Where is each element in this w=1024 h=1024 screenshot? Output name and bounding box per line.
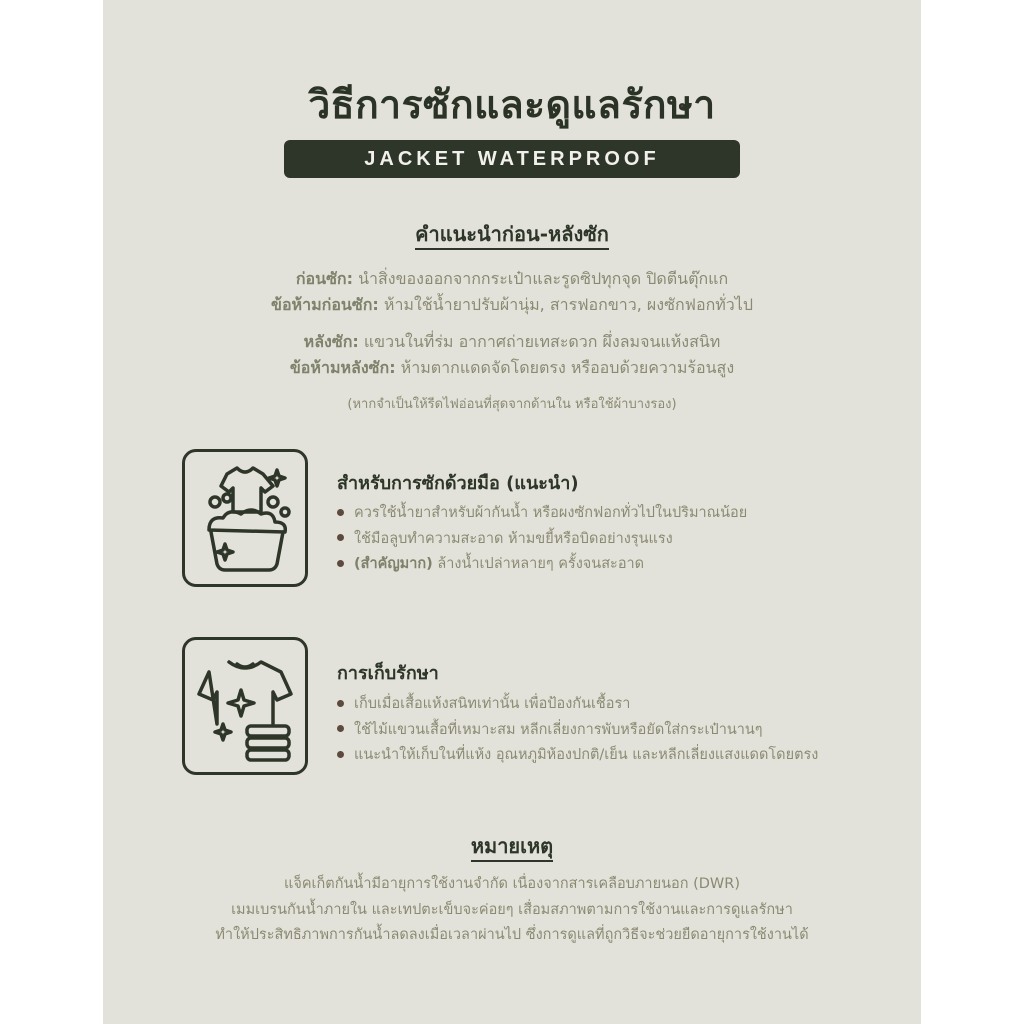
remark-line-2: เมมเบรนกันน้ำภายใน และเทปตะเข็บจะค่อยๆ เสื่อมสภาพตามการใช้งานและการดูแลรักษา — [231, 902, 793, 918]
storage-item-1: เก็บเมื่อเสื้อแห้งสนิทเท่านั้น เพื่อป้องกันเชื้อรา — [354, 696, 631, 712]
storage-icon-box — [182, 637, 308, 775]
after-wash-line — [103, 330, 921, 355]
bullet-dot — [337, 509, 344, 516]
after-wash-text: แขวนในที่ร่ม อากาศถ่ายเทสะดวก ผึ่งลมจนแห้งสนิท — [358, 332, 721, 351]
list-item — [337, 552, 747, 578]
bullet-dot — [337, 560, 344, 567]
remark-heading-text: หมายเหตุ — [471, 834, 553, 862]
remark-heading — [103, 830, 921, 862]
hand-wash-basin-icon — [185, 452, 305, 584]
before-wash-forbid-line — [103, 293, 921, 318]
after-wash-forbid-label: ข้อห้ามหลังซัก: — [289, 358, 396, 377]
before-wash-forbid-label: ข้อห้ามก่อนซัก: — [271, 295, 379, 314]
before-wash-forbid-text: ห้ามใช้น้ำยาปรับผ้านุ่ม, สารฟอกขาว, ผงซักฟอกทั่วไป — [378, 295, 753, 314]
list-item — [337, 743, 818, 769]
storage-item-2: ใช้ไม้แขวนเสื้อที่เหมาะสม หลีกเลี่ยงการพับหรือยัดใส่กระเป๋านานๆ — [354, 721, 763, 738]
advice-heading-text: คำแนะนำก่อน-หลังซัก — [415, 222, 609, 250]
after-wash-forbid-line — [103, 356, 921, 381]
list-item — [337, 501, 747, 527]
hand-wash-list — [337, 501, 747, 578]
list-item — [337, 527, 747, 553]
after-wash-label: หลังซัก: — [303, 332, 359, 351]
list-item — [337, 692, 818, 718]
remark-line-1: แจ็คเก็ตกันน้ำมีอายุการใช้งานจำกัด เนื่องจากสารเคลือบภายนอก (DWR) — [284, 876, 740, 892]
hand-wash-item-3-bold: (สำคัญมาก) — [354, 556, 433, 572]
before-wash-text: นำสิ่งของออกจากกระเป๋าและรูดซิปทุกจุด ปิดตีนตุ๊กแก — [353, 269, 729, 288]
storage-title: การเก็บรักษา — [337, 663, 439, 684]
storage-item-3: แนะนำให้เก็บในที่แห้ง อุณหภูมิห้องปกติ/เย็น และหลีกเลี่ยงแสงแดดโดยตรง — [354, 747, 819, 763]
bullet-dot — [337, 700, 344, 707]
hand-wash-item-2: ใช้มือลูบทำความสะอาด ห้ามขยี้หรือบิดอย่างรุนแรง — [354, 530, 673, 547]
iron-note: (หากจำเป็นให้รีดไฟอ่อนที่สุดจากด้านใน หรือใช้ผ้าบางรอง) — [347, 397, 677, 412]
before-wash-label: ก่อนซัก: — [295, 269, 354, 288]
bullet-dot — [337, 534, 344, 541]
care-guide-page — [103, 0, 921, 1024]
list-item — [337, 718, 818, 744]
bullet-dot — [337, 751, 344, 758]
hand-wash-icon-box — [182, 449, 308, 587]
bullet-dot — [337, 725, 344, 732]
hand-wash-item-1: ควรใช้น้ำยาสำหรับผ้ากันน้ำ หรือผงซักฟอกทั่วไปในปริมาณน้อย — [354, 505, 748, 521]
remark-line-3: ทำให้ประสิทธิภาพการกันน้ำลดลงเมื่อเวลาผ่านไป ซึ่งการดูแลที่ถูกวิธีจะช่วยยืดอายุการใช้งานได้ — [215, 927, 809, 943]
hand-wash-title: สำหรับการซักด้วยมือ (แนะนำ) — [337, 473, 579, 494]
folded-clothes-icon — [185, 640, 305, 772]
advice-heading — [103, 218, 921, 250]
before-wash-line — [103, 267, 921, 292]
hand-wash-item-3-text: ล้างน้ำเปล่าหลายๆ ครั้งจนสะอาด — [432, 556, 645, 572]
after-wash-forbid-text: ห้ามตากแดดจัดโดยตรง หรืออบด้วยความร้อนสูง — [395, 358, 735, 377]
storage-list — [337, 692, 818, 769]
product-badge: JACKET WATERPROOF — [284, 140, 740, 178]
page-title: วิธีการซักและดูแลรักษา — [308, 83, 716, 128]
